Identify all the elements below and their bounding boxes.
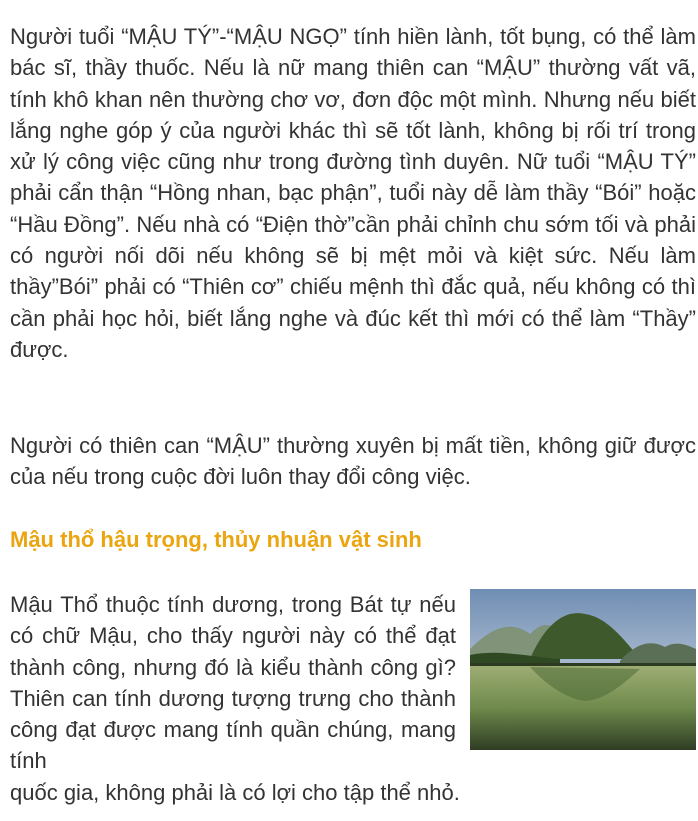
paragraph-mau-tho-wrapped: Mậu Thổ thuộc tính dương, trong Bát tự nếu có chữ Mậu, cho thấy người này có thể đạt thành công, nhưng đó là kiểu thành công gì? Thiên can tính dương tượng trưng cho thành công đạt được mang tính quần chúng, mang tính <box>10 592 456 774</box>
section-heading: Mậu thổ hậu trọng, thủy nhuận vật sinh <box>10 527 422 552</box>
paragraph-mau-money: Người có thiên can “MẬU” thường xuyên bị mất tiền, không giữ được của nếu trong cuộc đời luôn thay đổi công việc. <box>10 433 696 490</box>
paragraph-mau-tho-last-line: quốc gia, không phải là có lợi cho tập thể nhỏ. <box>10 780 460 805</box>
landscape-image <box>470 589 696 750</box>
paragraph-mau-ty-mau-ngo: Người tuổi “MẬU TÝ”-“MẬU NGỌ” tính hiền lành, tốt bụng, có thể làm bác sĩ, thầy thuốc. Nếu là nữ mang thiên can “MẬU” thường vất vã, tính khô khan nên thường chơ vơ, đơn độc một mình. Nhưng nếu biết lắng nghe góp ý của người khác thì sẽ tốt lành, không bị rối trí trong xử lý công việc cũng như trong đường tình duyên. Nữ tuổi “MẬU TÝ” phải cẩn thận “Hồng nhan, bạc phận”, tuổi này dễ làm thầy “Bói” hoặc “Hầu Đồng”. Nếu nhà có “Điện thờ”cần phải chỉnh chu sớm tối và phải có người nối dõi nếu không sẽ bị mệt mỏi và kiệt sức. Nếu làm thầy”Bói” phải có “Thiên cơ” chiếu mệnh thì đắc quả, nếu không có thì cần phải học hỏi, biết lắng nghe và đúc kết thì mới có thể làm “Thầy” được. <box>10 24 696 362</box>
